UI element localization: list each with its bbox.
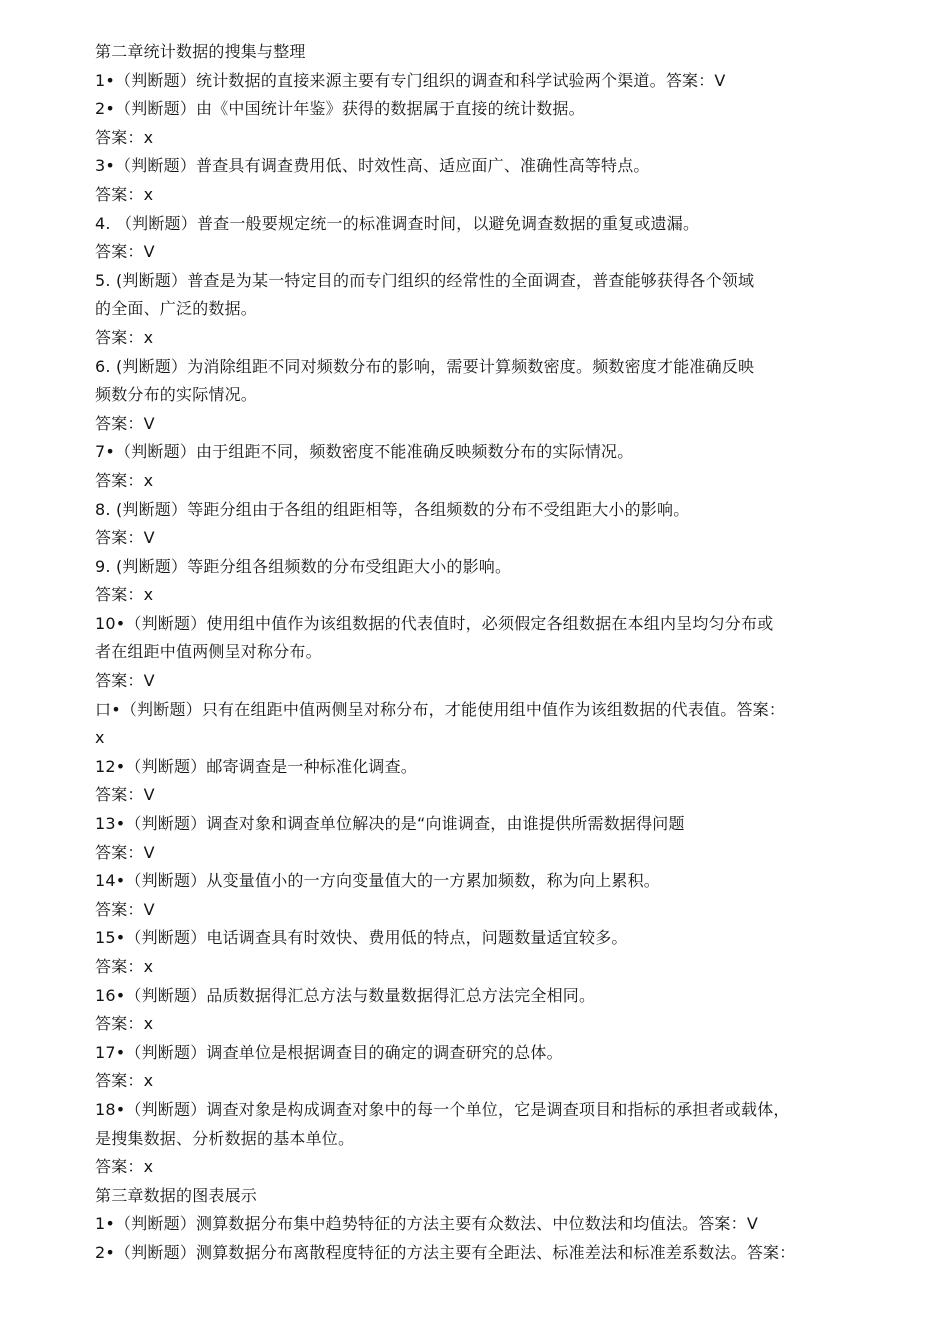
question-line-continued: 是搜集数据、分析数据的基本单位。 bbox=[95, 1128, 355, 1148]
question-line: 3•（判断题）普查具有调查费用低、时效性高、适应面广、准确性高等特点。 bbox=[95, 156, 650, 176]
question-line-continued: 者在组距中值两侧呈对称分布。 bbox=[95, 642, 322, 662]
question-line: 17•（判断题）调查单位是根据调查目的确定的调查研究的总体。 bbox=[95, 1042, 563, 1062]
question-line: 8. (判断题）等距分组由于各组的组距相等，各组频数的分布不受组距大小的影响。 bbox=[95, 499, 690, 519]
answer-line: 答案：x bbox=[95, 127, 154, 147]
question-line: 1•（判断题）统计数据的直接来源主要有专门组织的调查和科学试验两个渠道。答案：V bbox=[95, 70, 726, 90]
answer-line: 答案：x bbox=[95, 957, 154, 976]
question-line: 1•（判断题）测算数据分布集中趋势特征的方法主要有众数法、中位数法和均值法。答案：V bbox=[95, 1214, 758, 1234]
answer-line: 答案：x bbox=[95, 1071, 154, 1091]
question-line: 14•（判断题）从变量值小的一方向变量值大的一方累加频数，称为向上累积。 bbox=[95, 871, 660, 891]
question-line: 4. （判断题）普查一般要规定统一的标准调查时间，以避免调查数据的重复或遗漏。 bbox=[95, 213, 700, 233]
answer-line: 答案：V bbox=[95, 413, 155, 433]
answer-line: 答案：x bbox=[95, 1014, 154, 1034]
answer-line: 答案：x bbox=[95, 585, 154, 605]
question-line: 18•（判断题）调查对象是构成调查对象中的每一个单位，它是调查项目和指标的承担者或载体， bbox=[95, 1099, 790, 1119]
document-page bbox=[95, 38, 885, 1268]
question-line: 7•（判断题）由于组距不同，频数密度不能准确反映频数分布的实际情况。 bbox=[95, 442, 634, 462]
chapter-2-heading: 第二章统计数据的搜集与整理 bbox=[95, 42, 306, 61]
answer-line: 答案：x bbox=[95, 470, 154, 490]
question-line: 13•（判断题）调查对象和调查单位解决的是“向谁调查，由谁提供所需数据得问题 bbox=[95, 814, 685, 834]
answer-line: 答案：V bbox=[95, 242, 155, 262]
question-line-continued: 频数分布的实际情况。 bbox=[95, 385, 258, 405]
question-line: 2•（判断题）由《中国统计年鉴》获得的数据属于直接的统计数据。 bbox=[95, 99, 585, 119]
question-line: 15•（判断题）电话调查具有时效快、费用低的特点，问题数量适宜较多。 bbox=[95, 928, 628, 948]
answer-line: x bbox=[95, 728, 105, 748]
question-line: 6. (判断题）为消除组距不同对频数分布的影响，需要计算频数密度。频数密度才能准确反映 bbox=[95, 356, 755, 376]
question-line: 10•（判断题）使用组中值作为该组数据的代表值时，必须假定各组数据在本组内呈均匀分布或 bbox=[95, 613, 774, 633]
answer-line: 答案：x bbox=[95, 1157, 154, 1177]
question-line: 口•（判断题）只有在组距中值两侧呈对称分布，才能使用组中值作为该组数据的代表值。答案： bbox=[95, 699, 786, 719]
question-line: 2•（判断题）测算数据分布离散程度特征的方法主要有全距法、标准差法和标准差系数法。答案： bbox=[95, 1242, 796, 1262]
answer-line: 答案：V bbox=[95, 785, 155, 805]
answer-line: 答案：V bbox=[95, 899, 155, 919]
chapter-3-heading: 第三章数据的图表展示 bbox=[95, 1185, 258, 1205]
question-line: 16•（判断题）品质数据得汇总方法与数量数据得汇总方法完全相同。 bbox=[95, 985, 596, 1005]
question-line: 12•（判断题）邮寄调查是一种标准化调查。 bbox=[95, 756, 417, 776]
question-line-continued: 的全面、广泛的数据。 bbox=[95, 299, 258, 319]
answer-line: 答案：x bbox=[95, 327, 154, 347]
answer-line: 答案：V bbox=[95, 671, 155, 691]
question-line: 9. (判断题）等距分组各组频数的分布受组距大小的影响。 bbox=[95, 556, 512, 576]
answer-line: 答案：x bbox=[95, 184, 154, 204]
answer-line: 答案：V bbox=[95, 842, 155, 862]
question-line: 5. (判断题）普查是为某一特定目的而专门组织的经常性的全面调查，普查能够获得各个领域 bbox=[95, 270, 755, 290]
answer-line: 答案：V bbox=[95, 528, 155, 548]
